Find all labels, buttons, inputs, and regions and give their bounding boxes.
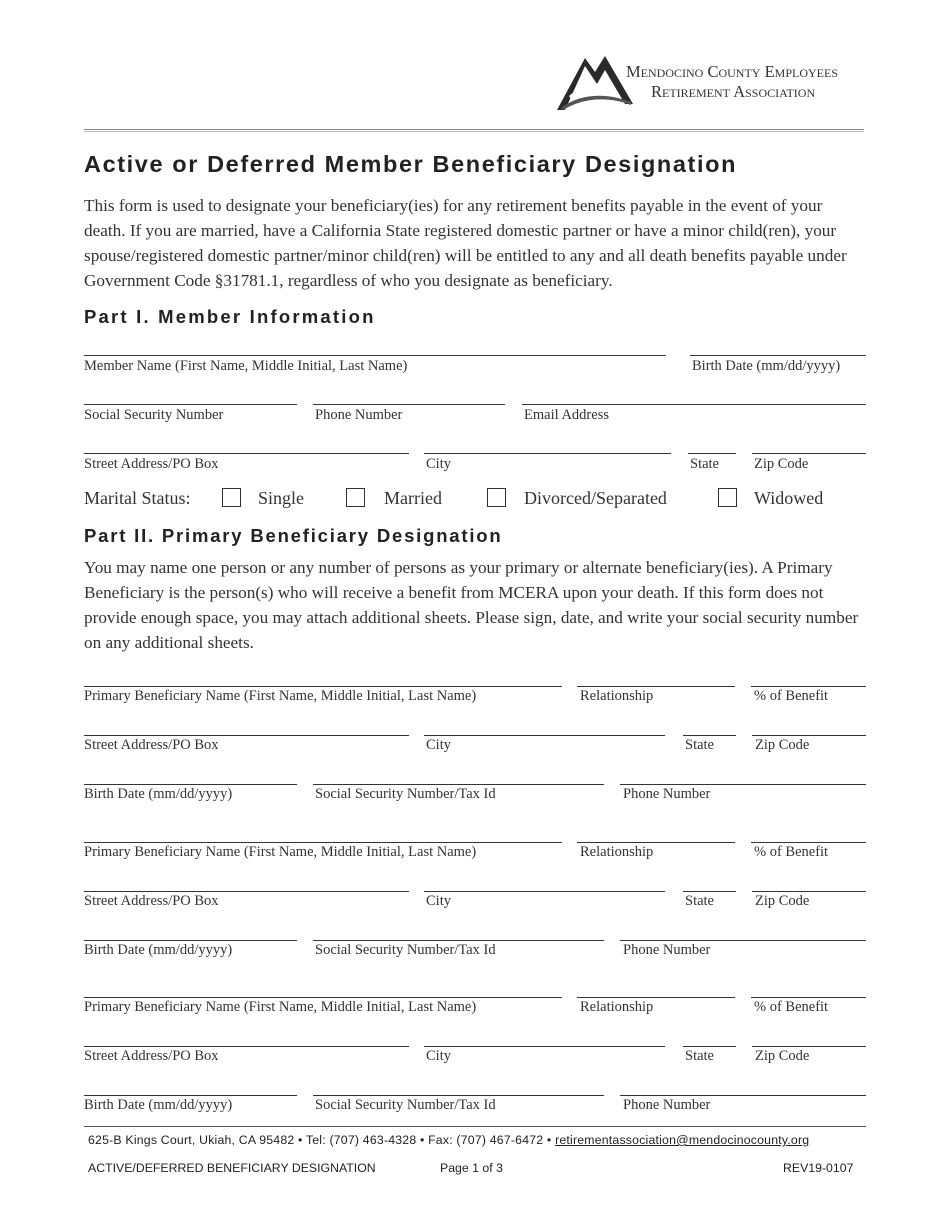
member-phone-field[interactable]	[313, 404, 505, 405]
beneficiary-2-street-field[interactable]	[84, 891, 409, 892]
beneficiary-3-birth-date-field[interactable]	[84, 1095, 297, 1096]
member-email-field[interactable]	[522, 404, 866, 405]
beneficiary-1-relationship-field[interactable]	[577, 686, 735, 687]
beneficiary-3-birth-date-label: Birth Date (mm/dd/yyyy)	[84, 1097, 233, 1113]
beneficiary-1-city-field[interactable]	[424, 735, 665, 736]
beneficiary-2-city-field[interactable]	[424, 891, 665, 892]
member-street-field[interactable]	[84, 453, 409, 454]
marital-married-checkbox[interactable]	[346, 488, 365, 507]
beneficiary-2-name-field[interactable]	[84, 842, 562, 843]
beneficiary-1-state-label: State	[685, 737, 714, 753]
beneficiary-1-state-field[interactable]	[683, 735, 736, 736]
beneficiary-3-city-label: City	[426, 1048, 451, 1064]
footer-revision: REV19-0107	[783, 1161, 854, 1175]
beneficiary-1-phone-label: Phone Number	[623, 786, 711, 802]
beneficiary-2-zip-field[interactable]	[752, 891, 866, 892]
marital-divorced-label: Divorced/Separated	[524, 488, 667, 508]
beneficiary-1-birth-date-label: Birth Date (mm/dd/yyyy)	[84, 786, 233, 802]
marital-single-label: Single	[258, 488, 305, 508]
beneficiary-3-benefit-label: % of Benefit	[754, 999, 829, 1015]
part2-intro: You may name one person or any number of persons as your primary or alternate beneficiary(ies). A Primary Beneficiary is the person(s) who will receive a benefit from MCERA upon your death. If this form does not provide enough space, you may attach additional sheets. Please sign, date, and write your social security number on any additional sheets.	[84, 558, 859, 652]
beneficiary-3-zip-field[interactable]	[752, 1046, 866, 1047]
member-phone-label: Phone Number	[315, 407, 403, 423]
header-rule	[84, 129, 864, 132]
footer-address: 625-B Kings Court, Ukiah, CA 95482 • Tel: (707) 463-4328 • Fax: (707) 467-6472 •	[88, 1133, 556, 1147]
footer-rule	[84, 1126, 866, 1127]
org-name-line2: Retirement Association	[651, 82, 816, 101]
member-city-label: City	[426, 456, 451, 472]
mcera-logo	[555, 52, 635, 112]
beneficiary-1-zip-field[interactable]	[752, 735, 866, 736]
beneficiary-1-zip-label: Zip Code	[755, 737, 810, 753]
beneficiary-3-city-field[interactable]	[424, 1046, 665, 1047]
beneficiary-1-benefit-field[interactable]	[751, 686, 866, 687]
beneficiary-1-name-field[interactable]	[84, 686, 562, 687]
beneficiary-1-relationship-label: Relationship	[580, 688, 654, 704]
beneficiary-2-phone-field[interactable]	[620, 940, 866, 941]
beneficiary-2-street-label: Street Address/PO Box	[84, 893, 219, 909]
beneficiary-3-ssn-field[interactable]	[313, 1095, 604, 1096]
beneficiary-3-zip-label: Zip Code	[755, 1048, 810, 1064]
marital-single-checkbox[interactable]	[222, 488, 241, 507]
beneficiary-2-benefit-field[interactable]	[751, 842, 866, 843]
member-ssn-label: Social Security Number	[84, 407, 224, 423]
member-zip-field[interactable]	[752, 453, 866, 454]
member-state-field[interactable]	[688, 453, 736, 454]
beneficiary-3-state-label: State	[685, 1048, 714, 1064]
beneficiary-1-city-label: City	[426, 737, 451, 753]
beneficiary-2-birth-date-field[interactable]	[84, 940, 297, 941]
marital-divorced-checkbox[interactable]	[487, 488, 506, 507]
beneficiary-3-relationship-label: Relationship	[580, 999, 654, 1015]
beneficiary-1-name-label: Primary Beneficiary Name (First Name, Middle Initial, Last Name)	[84, 688, 477, 704]
member-state-label: State	[690, 456, 719, 472]
member-zip-label: Zip Code	[754, 456, 809, 472]
beneficiary-2-state-field[interactable]	[683, 891, 736, 892]
beneficiary-2-relationship-field[interactable]	[577, 842, 735, 843]
org-name-line1: Mendocino County Employees	[626, 62, 838, 81]
beneficiary-2-ssn-field[interactable]	[313, 940, 604, 941]
beneficiary-2-relationship-label: Relationship	[580, 844, 654, 860]
beneficiary-2-zip-label: Zip Code	[755, 893, 810, 909]
beneficiary-3-benefit-field[interactable]	[751, 997, 866, 998]
beneficiary-3-street-field[interactable]	[84, 1046, 409, 1047]
intro-paragraph: This form is used to designate your beneficiary(ies) for any retirement benefits payable in the event of your death. If you are married, have a California State registered domestic partner or have a minor child(ren), your spouse/registered domestic partner/minor child(ren) will be entitled to any and all death benefits payable under Government Code §31781.1, regardless of who you designate as beneficiary.	[84, 196, 847, 290]
beneficiary-3-name-label: Primary Beneficiary Name (First Name, Middle Initial, Last Name)	[84, 999, 477, 1015]
footer-form-name: ACTIVE/DEFERRED BENEFICIARY DESIGNATION	[88, 1161, 376, 1175]
beneficiary-3-street-label: Street Address/PO Box	[84, 1048, 219, 1064]
beneficiary-3-phone-field[interactable]	[620, 1095, 866, 1096]
beneficiary-2-birth-date-label: Birth Date (mm/dd/yyyy)	[84, 942, 233, 958]
beneficiary-2-phone-label: Phone Number	[623, 942, 711, 958]
beneficiary-3-phone-label: Phone Number	[623, 1097, 711, 1113]
member-street-label: Street Address/PO Box	[84, 456, 219, 472]
beneficiary-3-relationship-field[interactable]	[577, 997, 735, 998]
page-title: Active or Deferred Member Beneficiary Designation	[84, 151, 738, 177]
beneficiary-1-ssn-label: Social Security Number/Tax Id	[315, 786, 496, 802]
beneficiary-3-ssn-label: Social Security Number/Tax Id	[315, 1097, 496, 1113]
beneficiary-1-street-label: Street Address/PO Box	[84, 737, 219, 753]
beneficiary-2-state-label: State	[685, 893, 714, 909]
part1-heading: Part I. Member Information	[84, 306, 376, 327]
marital-status-label: Marital Status:	[84, 488, 191, 508]
member-ssn-field[interactable]	[84, 404, 297, 405]
marital-married-label: Married	[384, 488, 442, 508]
member-email-label: Email Address	[524, 407, 609, 423]
member-birth-date-label: Birth Date (mm/dd/yyyy)	[692, 358, 841, 374]
beneficiary-2-benefit-label: % of Benefit	[754, 844, 829, 860]
beneficiary-3-name-field[interactable]	[84, 997, 562, 998]
member-name-label: Member Name (First Name, Middle Initial, Last Name)	[84, 358, 408, 374]
member-name-field[interactable]	[84, 355, 666, 356]
footer-page-number: Page 1 of 3	[440, 1161, 503, 1175]
beneficiary-2-name-label: Primary Beneficiary Name (First Name, Middle Initial, Last Name)	[84, 844, 477, 860]
beneficiary-1-street-field[interactable]	[84, 735, 409, 736]
beneficiary-1-phone-field[interactable]	[620, 784, 866, 785]
org-name	[626, 62, 838, 102]
beneficiary-1-benefit-label: % of Benefit	[754, 688, 829, 704]
footer-contact	[88, 1133, 809, 1147]
beneficiary-3-state-field[interactable]	[683, 1046, 736, 1047]
member-birth-date-field[interactable]	[690, 355, 866, 356]
beneficiary-1-ssn-field[interactable]	[313, 784, 604, 785]
marital-widowed-label: Widowed	[754, 488, 824, 508]
member-city-field[interactable]	[424, 453, 671, 454]
part2-heading: Part II. Primary Beneficiary Designation	[84, 525, 503, 546]
beneficiary-1-birth-date-field[interactable]	[84, 784, 297, 785]
beneficiary-2-city-label: City	[426, 893, 451, 909]
footer-email-link[interactable]: retirementassociation@mendocinocounty.org	[555, 1133, 810, 1147]
marital-widowed-checkbox[interactable]	[718, 488, 737, 507]
beneficiary-2-ssn-label: Social Security Number/Tax Id	[315, 942, 496, 958]
